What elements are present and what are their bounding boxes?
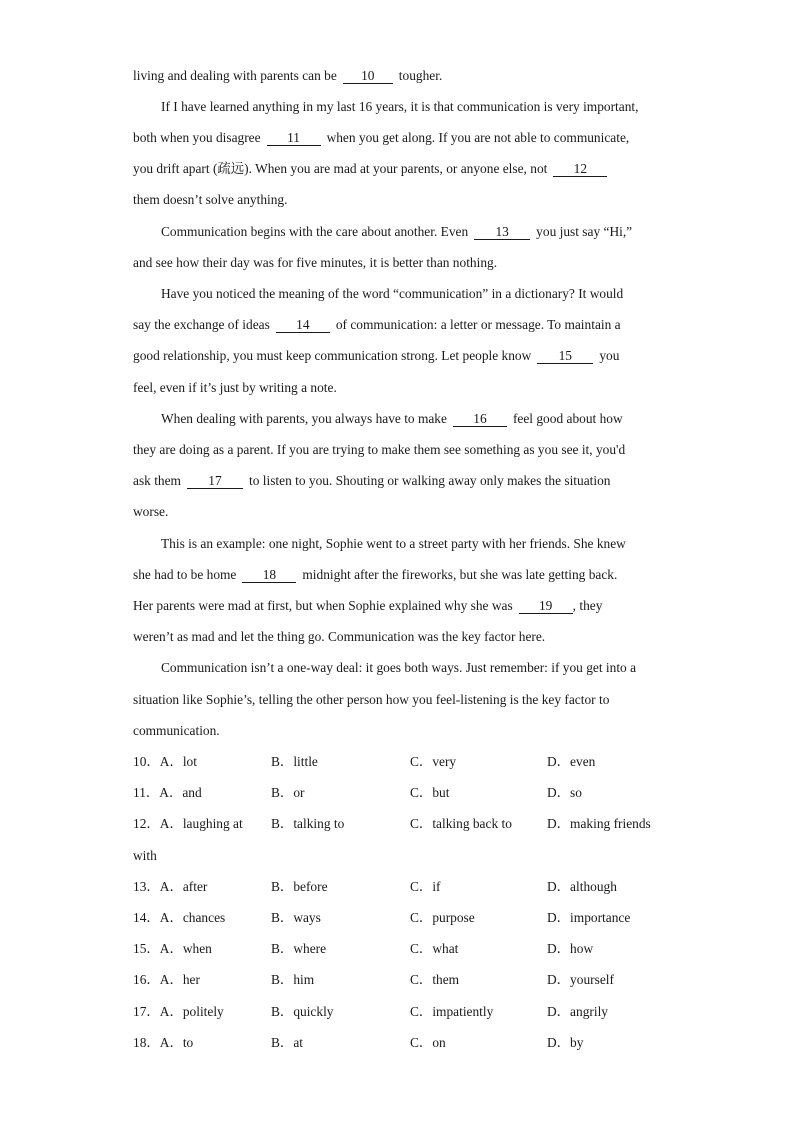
passage-text: midnight after the fireworks, but she was late getting back. bbox=[302, 567, 618, 582]
option-b: B．talking to bbox=[271, 816, 345, 831]
passage-line: feel, even if it’s just by writing a note. bbox=[133, 380, 337, 395]
passage-text: tougher. bbox=[398, 68, 443, 83]
option-b: B．quickly bbox=[271, 1004, 334, 1019]
passage-text: you bbox=[599, 348, 620, 363]
option-a: 11．A．and bbox=[133, 785, 202, 800]
blank-15: 15 bbox=[537, 348, 593, 364]
passage-line: and see how their day was for five minutes, it is better than nothing. bbox=[133, 255, 498, 270]
option-c: C．them bbox=[410, 972, 460, 987]
passage-line bbox=[133, 315, 621, 335]
option-c: C．what bbox=[410, 941, 459, 956]
option-b: B．little bbox=[271, 754, 318, 769]
option-c: C．impatiently bbox=[410, 1004, 494, 1019]
option-d: D．making friends bbox=[547, 816, 651, 831]
passage-line: Have you noticed the meaning of the word “communication” in a dictionary? It would bbox=[161, 286, 624, 301]
passage-line: communication. bbox=[133, 723, 220, 738]
passage-line: This is an example: one night, Sophie went to a street party with her friends. She knew bbox=[161, 536, 626, 551]
option-c: C．purpose bbox=[410, 910, 475, 925]
option-c: C．talking back to bbox=[410, 816, 512, 831]
option-a: 14．A．chances bbox=[133, 910, 226, 925]
option-a: 15．A．when bbox=[133, 941, 212, 956]
blank-10: 10 bbox=[343, 68, 393, 84]
passage-line bbox=[133, 159, 613, 179]
passage-text: when you get along. If you are not able to communicate, bbox=[326, 130, 630, 145]
passage-text: feel good about how bbox=[512, 411, 623, 426]
passage-line bbox=[133, 128, 629, 148]
passage-line: Communication isn’t a one-way deal: it goes both ways. Just remember: if you get into a bbox=[161, 660, 637, 675]
blank-19: 19 bbox=[519, 598, 573, 614]
option-c: C．if bbox=[410, 879, 441, 894]
passage-line bbox=[133, 346, 619, 366]
passage-text: living and dealing with parents can be bbox=[133, 68, 337, 83]
passage-line bbox=[161, 222, 632, 242]
option-d: D．by bbox=[547, 1035, 584, 1050]
blank-18: 18 bbox=[242, 567, 296, 583]
passage-text: say the exchange of ideas bbox=[133, 317, 270, 332]
passage-text: of communication: a letter or message. To maintain a bbox=[335, 317, 621, 332]
passage-line: weren’t as mad and let the thing go. Communication was the key factor here. bbox=[133, 629, 546, 644]
passage-text: Her parents were mad at first, but when Sophie explained why she was bbox=[133, 598, 513, 613]
option-d-wrap: with bbox=[133, 848, 157, 863]
option-a: 13．A．after bbox=[133, 879, 208, 894]
option-b: B．where bbox=[271, 941, 327, 956]
option-d: D．so bbox=[547, 785, 582, 800]
passage-line bbox=[133, 66, 442, 86]
passage-text: Communication begins with the care about another. Even bbox=[161, 224, 469, 239]
option-d: D．although bbox=[547, 879, 617, 894]
blank-13: 13 bbox=[474, 224, 530, 240]
option-b: B．at bbox=[271, 1035, 303, 1050]
blank-17: 17 bbox=[187, 473, 243, 489]
option-a: 10．A．lot bbox=[133, 754, 197, 769]
passage-text: , they bbox=[572, 598, 603, 613]
option-d: D．angrily bbox=[547, 1004, 608, 1019]
option-a: 12．A．laughing at bbox=[133, 816, 243, 831]
passage-text: you drift apart (疏远). When you are mad at your parents, or anyone else, not bbox=[133, 161, 548, 176]
option-b: B．before bbox=[271, 879, 328, 894]
passage-line bbox=[133, 471, 611, 491]
passage-line: worse. bbox=[133, 504, 169, 519]
passage-line bbox=[161, 409, 623, 429]
option-d: D．how bbox=[547, 941, 594, 956]
option-d: D．yourself bbox=[547, 972, 614, 987]
option-a: 17．A．politely bbox=[133, 1004, 224, 1019]
passage-text: both when you disagree bbox=[133, 130, 261, 145]
passage-text: you just say “Hi,” bbox=[536, 224, 633, 239]
passage-line: situation like Sophie’s, telling the other person how you feel-listening is the key factor to bbox=[133, 692, 610, 707]
blank-11: 11 bbox=[267, 130, 321, 146]
passage-line: them doesn’t solve anything. bbox=[133, 192, 288, 207]
passage-line bbox=[133, 565, 617, 585]
passage-text: ask them bbox=[133, 473, 181, 488]
passage-line: If I have learned anything in my last 16 years, it is that communication is very important, bbox=[161, 99, 639, 114]
option-c: C．but bbox=[410, 785, 450, 800]
option-d: D．even bbox=[547, 754, 596, 769]
option-b: B．ways bbox=[271, 910, 321, 925]
option-c: C．on bbox=[410, 1035, 446, 1050]
blank-12: 12 bbox=[553, 161, 607, 177]
passage-text: good relationship, you must keep communication strong. Let people know bbox=[133, 348, 532, 363]
option-b: B．or bbox=[271, 785, 305, 800]
passage-text: When dealing with parents, you always have to make bbox=[161, 411, 447, 426]
passage-text: she had to be home bbox=[133, 567, 237, 582]
blank-16: 16 bbox=[453, 411, 507, 427]
passage-text: to listen to you. Shouting or walking away only makes the situation bbox=[248, 473, 611, 488]
option-b: B．him bbox=[271, 972, 315, 987]
passage-line bbox=[133, 596, 602, 616]
option-a: 16．A．her bbox=[133, 972, 200, 987]
option-d: D．importance bbox=[547, 910, 631, 925]
passage-line: they are doing as a parent. If you are trying to make them see something as you see it, you'd bbox=[133, 442, 626, 457]
option-a: 18．A．to bbox=[133, 1035, 194, 1050]
blank-14: 14 bbox=[276, 317, 330, 333]
option-c: C．very bbox=[410, 754, 457, 769]
